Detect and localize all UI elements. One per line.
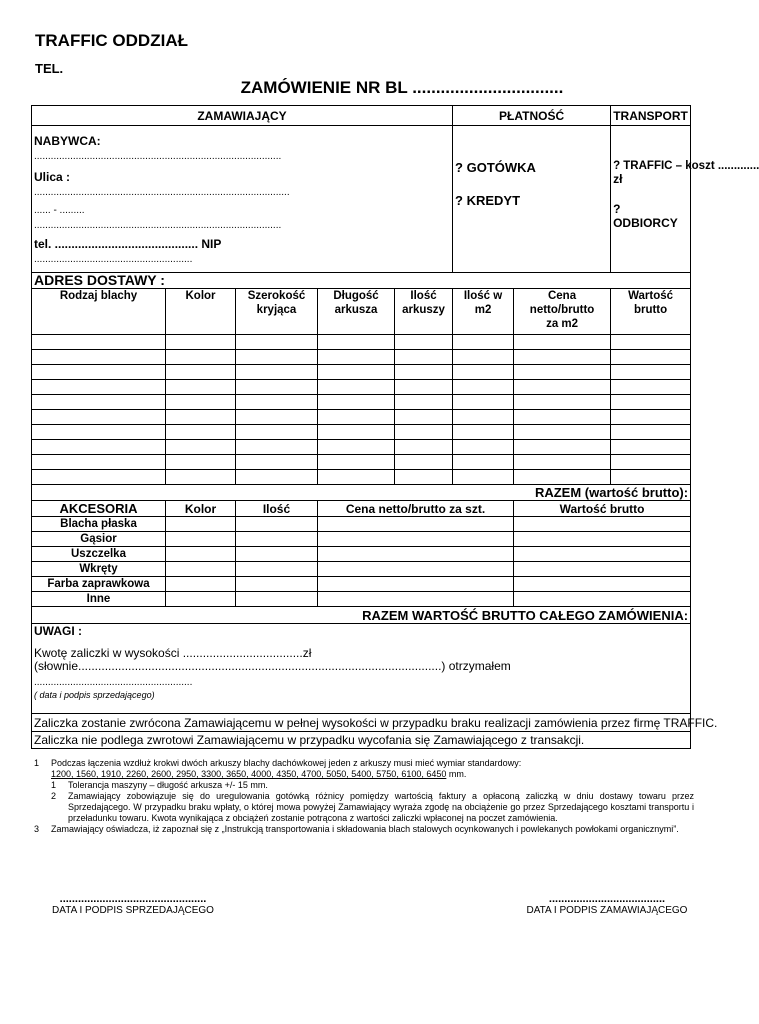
- delivery-column-header: [453, 289, 514, 335]
- delivery-cell[interactable]: [166, 365, 236, 380]
- delivery-cell[interactable]: [453, 425, 514, 440]
- delivery-cell[interactable]: [166, 335, 236, 350]
- delivery-cell[interactable]: [514, 335, 611, 350]
- delivery-column-header: [611, 289, 691, 335]
- accessory-cell[interactable]: [318, 577, 514, 592]
- delivery-cell[interactable]: [395, 395, 453, 410]
- accessory-name: Gąsior: [32, 532, 166, 547]
- note-1-2: Zamawiający zobowiązuje się do uregulowania gotówką różnicy pomiędzy wartością faktury a opłaconą zaliczką w dniu dostawy towaru przez Sprzedającego. W przypadku braku wpłaty, o której mowa powyżej Zamawiający wyraża zgodę na obciążenie go przez Sprzedającego kosztami transportu i przeładunku towaru. Kwota wynikająca z obciążeń zostanie potrącona z wartości zaliczki wpłaconej na poczet zamówienia.: [68, 791, 694, 823]
- payment-header-text: PŁATNOŚĆ: [499, 108, 565, 123]
- client-header: ZAMAWIAJĄCY: [32, 106, 453, 126]
- buyer-signature-line[interactable]: ......................................: [548, 893, 666, 905]
- delivery-column-header-line: Kolor: [185, 290, 216, 302]
- delivery-cell[interactable]: [318, 440, 395, 455]
- delivery-cell[interactable]: [453, 410, 514, 425]
- delivery-column-header-line: Wartość: [628, 290, 674, 302]
- delivery-cell[interactable]: [32, 365, 166, 380]
- deposit-words-field[interactable]: (słownie.............................................................................................................) otrzymałem: [34, 659, 511, 673]
- delivery-cell[interactable]: [166, 425, 236, 440]
- delivery-column-header: [514, 289, 611, 335]
- accessory-name: Blacha płaska: [32, 517, 166, 532]
- seller-signature-label: DATA I PODPIS SPRZEDAJĄCEGO: [52, 905, 214, 916]
- delivery-row: [32, 455, 691, 470]
- delivery-cell[interactable]: [32, 455, 166, 470]
- remarks-block: [32, 624, 691, 714]
- deposit-amount-field[interactable]: Kwotę zaliczki w wysokości ....................................zł: [34, 646, 312, 660]
- standard-sizes: [51, 769, 694, 780]
- delivery-cell[interactable]: [453, 455, 514, 470]
- delivery-row: [32, 350, 691, 365]
- delivery-cell[interactable]: [395, 380, 453, 395]
- delivery-column-header: [395, 289, 453, 335]
- delivery-cell[interactable]: [236, 440, 318, 455]
- note-1-number: 1: [34, 758, 40, 768]
- delivery-cell[interactable]: [166, 455, 236, 470]
- delivery-cell[interactable]: [611, 410, 691, 425]
- transport-header: TRANSPORT: [611, 106, 691, 126]
- delivery-cell[interactable]: [395, 470, 453, 485]
- delivery-row: [32, 410, 691, 425]
- delivery-cell[interactable]: [611, 455, 691, 470]
- delivery-cell[interactable]: [318, 380, 395, 395]
- accessories-column-header: Wartość brutto: [514, 501, 691, 517]
- delivery-cell[interactable]: [453, 395, 514, 410]
- delivery-cell[interactable]: [166, 380, 236, 395]
- accessory-cell[interactable]: [166, 517, 236, 532]
- accessories-column-header: Kolor: [166, 501, 236, 517]
- delivery-cell[interactable]: [318, 350, 395, 365]
- delivery-cell[interactable]: [514, 365, 611, 380]
- delivery-cell[interactable]: [32, 350, 166, 365]
- accessories-header-row: [32, 501, 691, 517]
- delivery-cell[interactable]: [395, 350, 453, 365]
- delivery-rows: [32, 335, 691, 485]
- delivery-column-header-line: Rodzaj blachy: [59, 290, 138, 302]
- delivery-cell[interactable]: [318, 365, 395, 380]
- delivery-column-header-row: [32, 289, 691, 335]
- delivery-column-header-line: arkusza: [334, 304, 378, 316]
- accessory-cell[interactable]: [236, 592, 318, 607]
- delivery-column-header-line: arkuszy: [402, 304, 445, 316]
- note-1-2-number: 2: [51, 791, 57, 801]
- standard-sizes-list: 1200, 1560, 1910, 2260, 2600, 2950, 3300, 3650, 4000, 4350, 4700, 5050, 5400, 5750, 6100, 6450: [51, 769, 447, 779]
- payment-cash-option[interactable]: ? GOTÓWKA: [455, 160, 536, 175]
- delivery-row: [32, 470, 691, 485]
- delivery-cell[interactable]: [318, 410, 395, 425]
- delivery-cell[interactable]: [236, 365, 318, 380]
- accessory-cell[interactable]: [514, 577, 691, 592]
- buyer-label: NABYWCA:: [34, 134, 101, 148]
- accessory-cell[interactable]: [318, 517, 514, 532]
- payment-block: [453, 126, 611, 273]
- delivery-row: [32, 335, 691, 350]
- payment-header: [453, 106, 611, 126]
- transport-traffic-option[interactable]: ? TRAFFIC – koszt .............: [613, 160, 759, 172]
- accessory-cell[interactable]: [166, 562, 236, 577]
- delivery-cell[interactable]: [318, 335, 395, 350]
- delivery-total: [32, 485, 691, 501]
- accessory-cell[interactable]: [318, 592, 514, 607]
- delivery-cell[interactable]: [453, 440, 514, 455]
- transport-traffic-currency: zł: [613, 172, 623, 186]
- buyer-signature: [524, 893, 690, 916]
- accessory-cell[interactable]: [236, 532, 318, 547]
- seller-signature-line[interactable]: ................................................: [59, 893, 207, 905]
- street-label: Ulica :: [34, 170, 71, 184]
- delivery-cell[interactable]: [318, 455, 395, 470]
- client-block: [32, 126, 453, 273]
- delivery-cell[interactable]: [453, 380, 514, 395]
- delivery-cell[interactable]: [236, 380, 318, 395]
- delivery-cell[interactable]: [611, 440, 691, 455]
- accessory-cell[interactable]: [514, 592, 691, 607]
- accessory-row: [32, 547, 691, 562]
- tel-nip-field[interactable]: tel. ........................................... NIP: [34, 237, 222, 251]
- accessories-rows: [32, 517, 691, 607]
- note-1-1-number: 1: [51, 780, 57, 790]
- seller-signature: [48, 893, 218, 916]
- accessory-row: [32, 592, 691, 607]
- company-tel: TEL.: [35, 61, 64, 76]
- delivery-cell[interactable]: [32, 395, 166, 410]
- delivery-row: [32, 395, 691, 410]
- delivery-cell[interactable]: [514, 410, 611, 425]
- accessory-cell[interactable]: [166, 577, 236, 592]
- delivery-cell[interactable]: [514, 455, 611, 470]
- delivery-cell[interactable]: [32, 425, 166, 440]
- delivery-column-header: [166, 289, 236, 335]
- delivery-row: [32, 380, 691, 395]
- buyer-signature-label: DATA I PODPIS ZAMAWIAJĄCEGO: [526, 905, 688, 916]
- delivery-column-header-line: Ilość: [410, 290, 437, 302]
- city-field[interactable]: .........................................................................................: [34, 220, 282, 231]
- delivery-cell[interactable]: [236, 425, 318, 440]
- grand-total-label: RAZEM WARTOŚĆ BRUTTO CAŁEGO ZAMÓWIENIA:: [362, 607, 689, 623]
- note-3-number: 3: [34, 824, 40, 834]
- accessory-name: Uszczelka: [32, 547, 166, 562]
- delivery-cell[interactable]: [236, 470, 318, 485]
- delivery-cell[interactable]: [32, 470, 166, 485]
- seller-sign-field[interactable]: .........................................................: [34, 677, 193, 688]
- delivery-cell[interactable]: [514, 395, 611, 410]
- delivery-cell[interactable]: [236, 455, 318, 470]
- delivery-cell[interactable]: [236, 350, 318, 365]
- street-field[interactable]: ............................................................................................: [34, 187, 290, 198]
- grand-total: [32, 607, 691, 624]
- delivery-column-header-line: Cena: [547, 290, 577, 302]
- accessory-cell[interactable]: [166, 547, 236, 562]
- accessories-column-header: Cena netto/brutto za szt.: [318, 501, 514, 517]
- delivery-cell[interactable]: [611, 395, 691, 410]
- delivery-cell[interactable]: [395, 365, 453, 380]
- delivery-title: ADRES DOSTAWY :: [32, 273, 691, 289]
- postal-field[interactable]: ...... - .........: [34, 205, 85, 216]
- accessory-cell[interactable]: [318, 547, 514, 562]
- accessory-cell[interactable]: [318, 532, 514, 547]
- transport-recipient-option[interactable]: ? ODBIORCY: [613, 202, 678, 230]
- delivery-cell[interactable]: [611, 380, 691, 395]
- accessory-cell[interactable]: [236, 517, 318, 532]
- delivery-column-header-line: za m2: [546, 318, 579, 330]
- delivery-cell[interactable]: [611, 335, 691, 350]
- delivery-cell[interactable]: [395, 440, 453, 455]
- delivery-cell[interactable]: [318, 470, 395, 485]
- note-3: Zamawiający oświadcza, iż zapoznał się z „Instrukcją transportowania i składowania blach stalowych ocynkowanych i powlekanych powłokami organicznymi”.: [51, 824, 679, 834]
- delivery-cell[interactable]: [611, 425, 691, 440]
- delivery-column-header: [318, 289, 395, 335]
- seller-sign-label: ( data i podpis sprzedającego): [34, 690, 155, 700]
- delivery-cell[interactable]: [32, 335, 166, 350]
- delivery-cell[interactable]: [236, 335, 318, 350]
- accessory-cell[interactable]: [514, 547, 691, 562]
- delivery-cell[interactable]: [166, 440, 236, 455]
- delivery-cell[interactable]: [395, 455, 453, 470]
- delivery-row: [32, 425, 691, 440]
- standard-sizes-unit: mm.: [446, 769, 467, 779]
- accessory-name: Farba zaprawkowa: [32, 577, 166, 592]
- accessory-row: [32, 517, 691, 532]
- accessory-name: Wkręty: [32, 562, 166, 577]
- delivery-cell[interactable]: [395, 410, 453, 425]
- delivery-cell[interactable]: [514, 470, 611, 485]
- accessory-cell[interactable]: [166, 592, 236, 607]
- delivery-cell[interactable]: [166, 395, 236, 410]
- delivery-cell[interactable]: [166, 410, 236, 425]
- delivery-cell[interactable]: [395, 335, 453, 350]
- accessory-cell[interactable]: [318, 562, 514, 577]
- order-title: [0, 78, 724, 98]
- delivery-column-header: [32, 289, 166, 335]
- accessory-cell[interactable]: [236, 577, 318, 592]
- accessory-cell[interactable]: [514, 517, 691, 532]
- delivery-column-header-line: m2: [474, 304, 492, 316]
- delivery-column-header-line: brutto: [633, 304, 668, 316]
- company-name: TRAFFIC ODDZIAŁ: [35, 31, 188, 50]
- transport-block: [611, 126, 759, 273]
- payment-credit-option[interactable]: ? KREDYT: [455, 193, 521, 208]
- delivery-cell[interactable]: [395, 425, 453, 440]
- delivery-cell[interactable]: [318, 395, 395, 410]
- delivery-row: [32, 365, 691, 380]
- delivery-cell[interactable]: [453, 470, 514, 485]
- delivery-cell[interactable]: [514, 350, 611, 365]
- delivery-column-header-line: Długość: [333, 290, 379, 302]
- delivery-cell[interactable]: [514, 380, 611, 395]
- accessories-column-header: Ilość: [236, 501, 318, 517]
- delivery-total-label: RAZEM (wartość brutto):: [534, 485, 689, 500]
- delivery-row: [32, 440, 691, 455]
- delivery-cell[interactable]: [453, 365, 514, 380]
- delivery-cell[interactable]: [32, 410, 166, 425]
- buyer-field[interactable]: .........................................................................................: [34, 151, 282, 162]
- delivery-cell[interactable]: [453, 350, 514, 365]
- accessory-row: [32, 562, 691, 577]
- accessory-name: Inne: [32, 592, 166, 607]
- delivery-cell[interactable]: [236, 410, 318, 425]
- note-1-1: Tolerancja maszyny – długość arkusza +/- 15 mm.: [68, 780, 268, 790]
- delivery-cell[interactable]: [32, 380, 166, 395]
- delivery-cell[interactable]: [318, 425, 395, 440]
- delivery-column-header-line: kryjąca: [256, 304, 297, 316]
- delivery-column-header-line: netto/brutto: [529, 304, 595, 316]
- delivery-column-header-line: Szerokość: [247, 290, 306, 302]
- refund-note: Zaliczka zostanie zwrócona Zamawiającemu w pełnej wysokości w przypadku braku realizacji zamówienia przez firmę TRAFFIC.: [32, 714, 691, 732]
- delivery-cell[interactable]: [236, 395, 318, 410]
- no-refund-note: Zaliczka nie podlega zwrotowi Zamawiającemu w przypadku wycofania się Zamawiającego z transakcji.: [32, 732, 691, 749]
- delivery-cell[interactable]: [453, 335, 514, 350]
- delivery-cell[interactable]: [166, 470, 236, 485]
- accessory-row: [32, 532, 691, 547]
- accessory-cell[interactable]: [514, 562, 691, 577]
- delivery-cell[interactable]: [611, 350, 691, 365]
- accessory-cell[interactable]: [236, 547, 318, 562]
- accessory-row: [32, 577, 691, 592]
- delivery-cell[interactable]: [611, 470, 691, 485]
- delivery-cell[interactable]: [611, 365, 691, 380]
- remarks-title: UWAGI :: [34, 624, 82, 638]
- delivery-column-header-line: Ilość w: [463, 290, 503, 302]
- accessory-cell[interactable]: [166, 532, 236, 547]
- delivery-cell[interactable]: [32, 440, 166, 455]
- delivery-cell[interactable]: [514, 440, 611, 455]
- order-form: [31, 105, 759, 749]
- note-1: Podczas łączenia wzdłuż krokwi dwóch arkuszy blachy dachówkowej jeden z arkuszy musi mieć wymiar standardowy:: [51, 758, 522, 768]
- nip-field[interactable]: .........................................................: [34, 254, 193, 265]
- delivery-column-header: [236, 289, 318, 335]
- footnotes: [34, 758, 694, 835]
- accessory-cell[interactable]: [236, 562, 318, 577]
- accessories-column-header: AKCESORIA: [32, 501, 166, 517]
- delivery-cell[interactable]: [166, 350, 236, 365]
- accessory-cell[interactable]: [514, 532, 691, 547]
- delivery-cell[interactable]: [514, 425, 611, 440]
- order-title-text: ZAMÓWIENIE NR BL ................................: [240, 78, 564, 97]
